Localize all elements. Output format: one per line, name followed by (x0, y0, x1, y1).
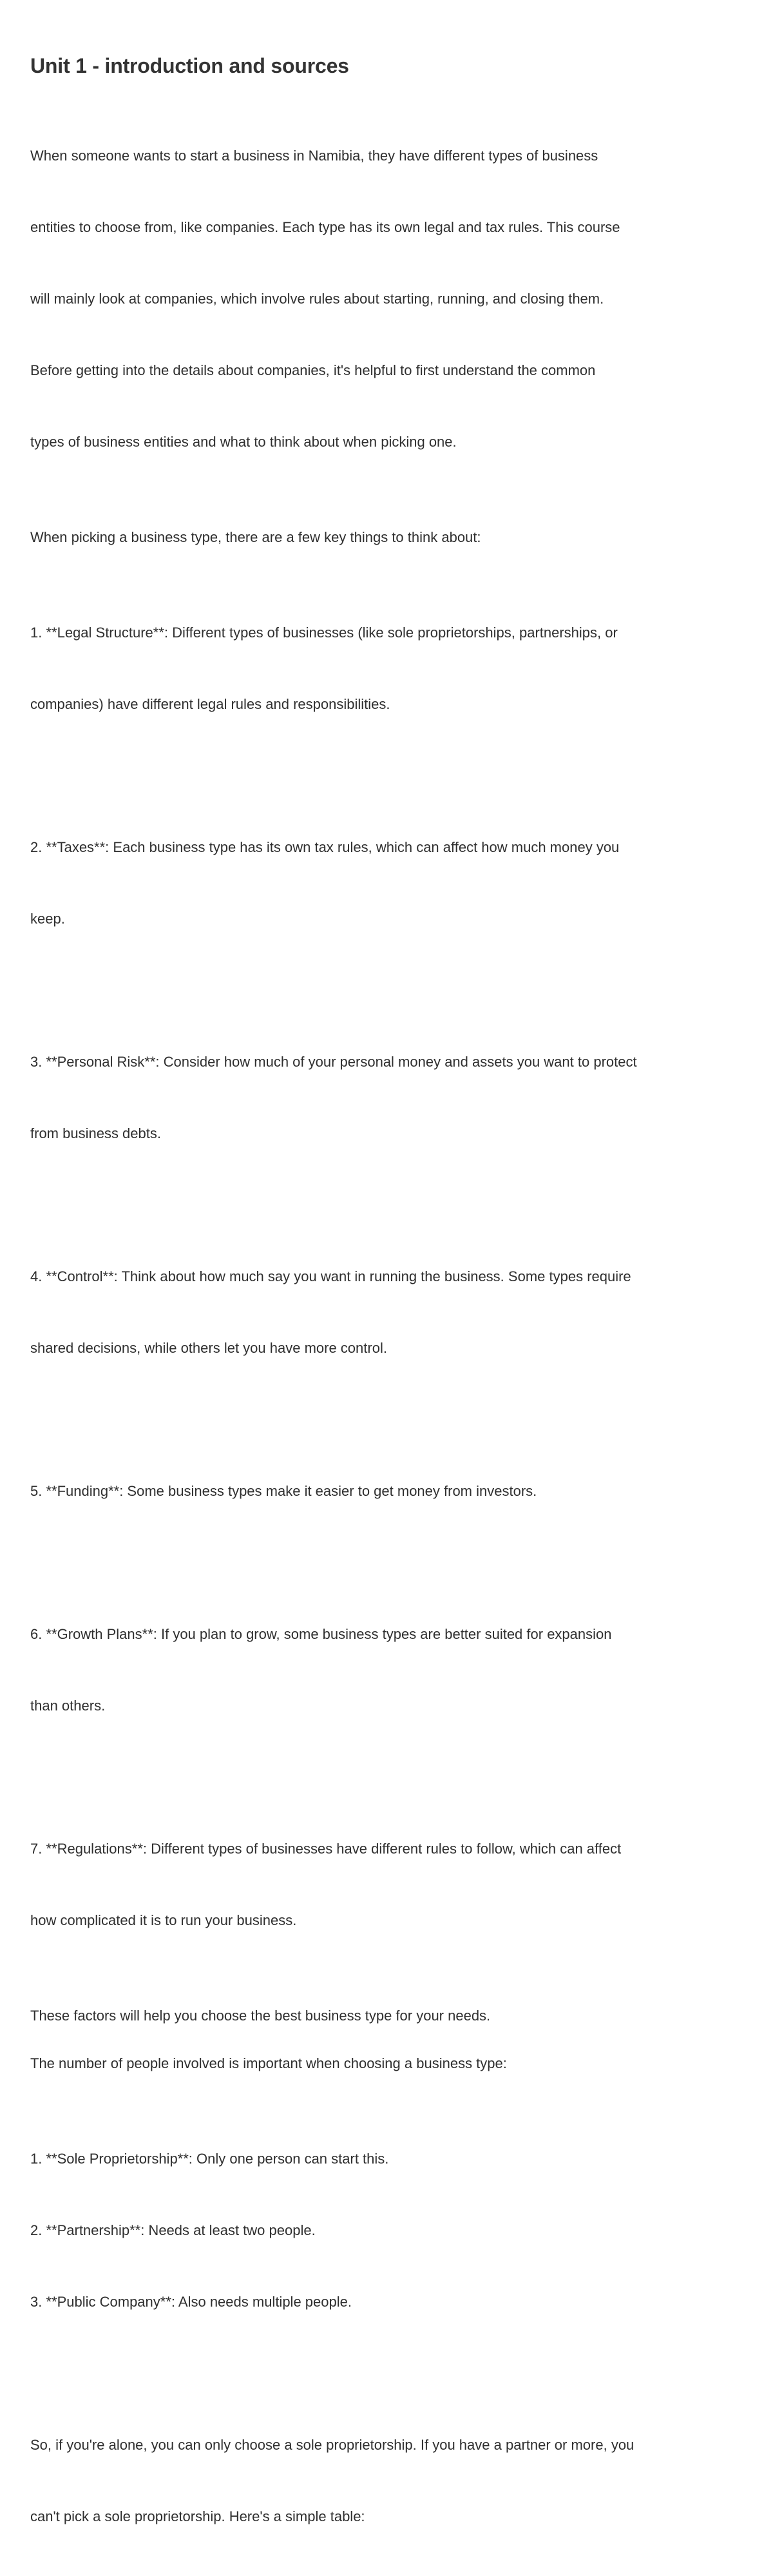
factor-line: 5. **Funding**: Some business types make it easier to get money from investors. (30, 1483, 537, 1499)
factors-summary-paragraph: These factors will help you choose the best business type for your needs. (30, 2008, 491, 2024)
factor-item-growth-plans (30, 1574, 745, 1765)
factor-item-funding (30, 1431, 745, 1551)
list-item: 3. **Public Company**: Also needs multiple people. (30, 2294, 352, 2310)
factor-line: 7. **Regulations**: Different types of businesses have different rules to follow, which can affect (30, 1841, 622, 1857)
factor-line: how complicated it is to run your business. (30, 1912, 297, 1928)
factor-line: 3. **Personal Risk**: Consider how much of your personal money and assets you want to protect (30, 1054, 637, 1070)
intro-line: entities to choose from, like companies. Each type has its own legal and tax rules. This course (30, 219, 620, 235)
conclusion-line: So, if you're alone, you can only choose a sole proprietorship. If you have a partner or more, you (30, 2437, 635, 2453)
factor-item-control (30, 1217, 745, 1408)
factor-item-regulations (30, 1789, 745, 1980)
factor-line: companies) have different legal rules and responsibilities. (30, 696, 390, 712)
intro-line: When someone wants to start a business in Namibia, they have different types of business (30, 148, 598, 164)
conclusion-paragraph (30, 2385, 745, 2576)
factor-line: 1. **Legal Structure**: Different types of businesses (like sole proprietorships, partnerships, or (30, 625, 618, 641)
page-title: Unit 1 - introduction and sources (30, 54, 349, 77)
factor-item-taxes (30, 788, 745, 978)
intro-line: Before getting into the details about companies, it's helpful to first understand the common (30, 362, 596, 378)
factor-line: shared decisions, while others let you have more control. (30, 1340, 387, 1356)
intro-paragraph (30, 96, 745, 501)
people-intro-paragraph: The number of people involved is important when choosing a business type: (30, 2055, 507, 2071)
factor-line: 6. **Growth Plans**: If you plan to grow, some business types are better suited for expansion (30, 1626, 612, 1642)
factor-line: 4. **Control**: Think about how much say you want in running the business. Some types require (30, 1268, 631, 1284)
people-list (30, 2099, 745, 2361)
document-page (30, 45, 745, 2576)
conclusion-line: can't pick a sole proprietorship. Here's a simple table: (30, 2508, 365, 2524)
list-item: 2. **Partnership**: Needs at least two people. (30, 2222, 316, 2238)
list-item: 1. **Sole Proprietorship**: Only one person can start this. (30, 2151, 389, 2167)
picking-intro-paragraph: When picking a business type, there are a few key things to think about: (30, 529, 481, 545)
factor-line: than others. (30, 1698, 106, 1714)
factor-item-personal-risk (30, 1002, 745, 1193)
factor-line: 2. **Taxes**: Each business type has its own tax rules, which can affect how much money you (30, 839, 620, 855)
factor-item-legal-structure (30, 573, 745, 764)
intro-line: will mainly look at companies, which involve rules about starting, running, and closing them. (30, 291, 604, 307)
factor-line: from business debts. (30, 1125, 161, 1141)
intro-line: types of business entities and what to think about when picking one. (30, 434, 457, 450)
factor-line: keep. (30, 911, 65, 927)
